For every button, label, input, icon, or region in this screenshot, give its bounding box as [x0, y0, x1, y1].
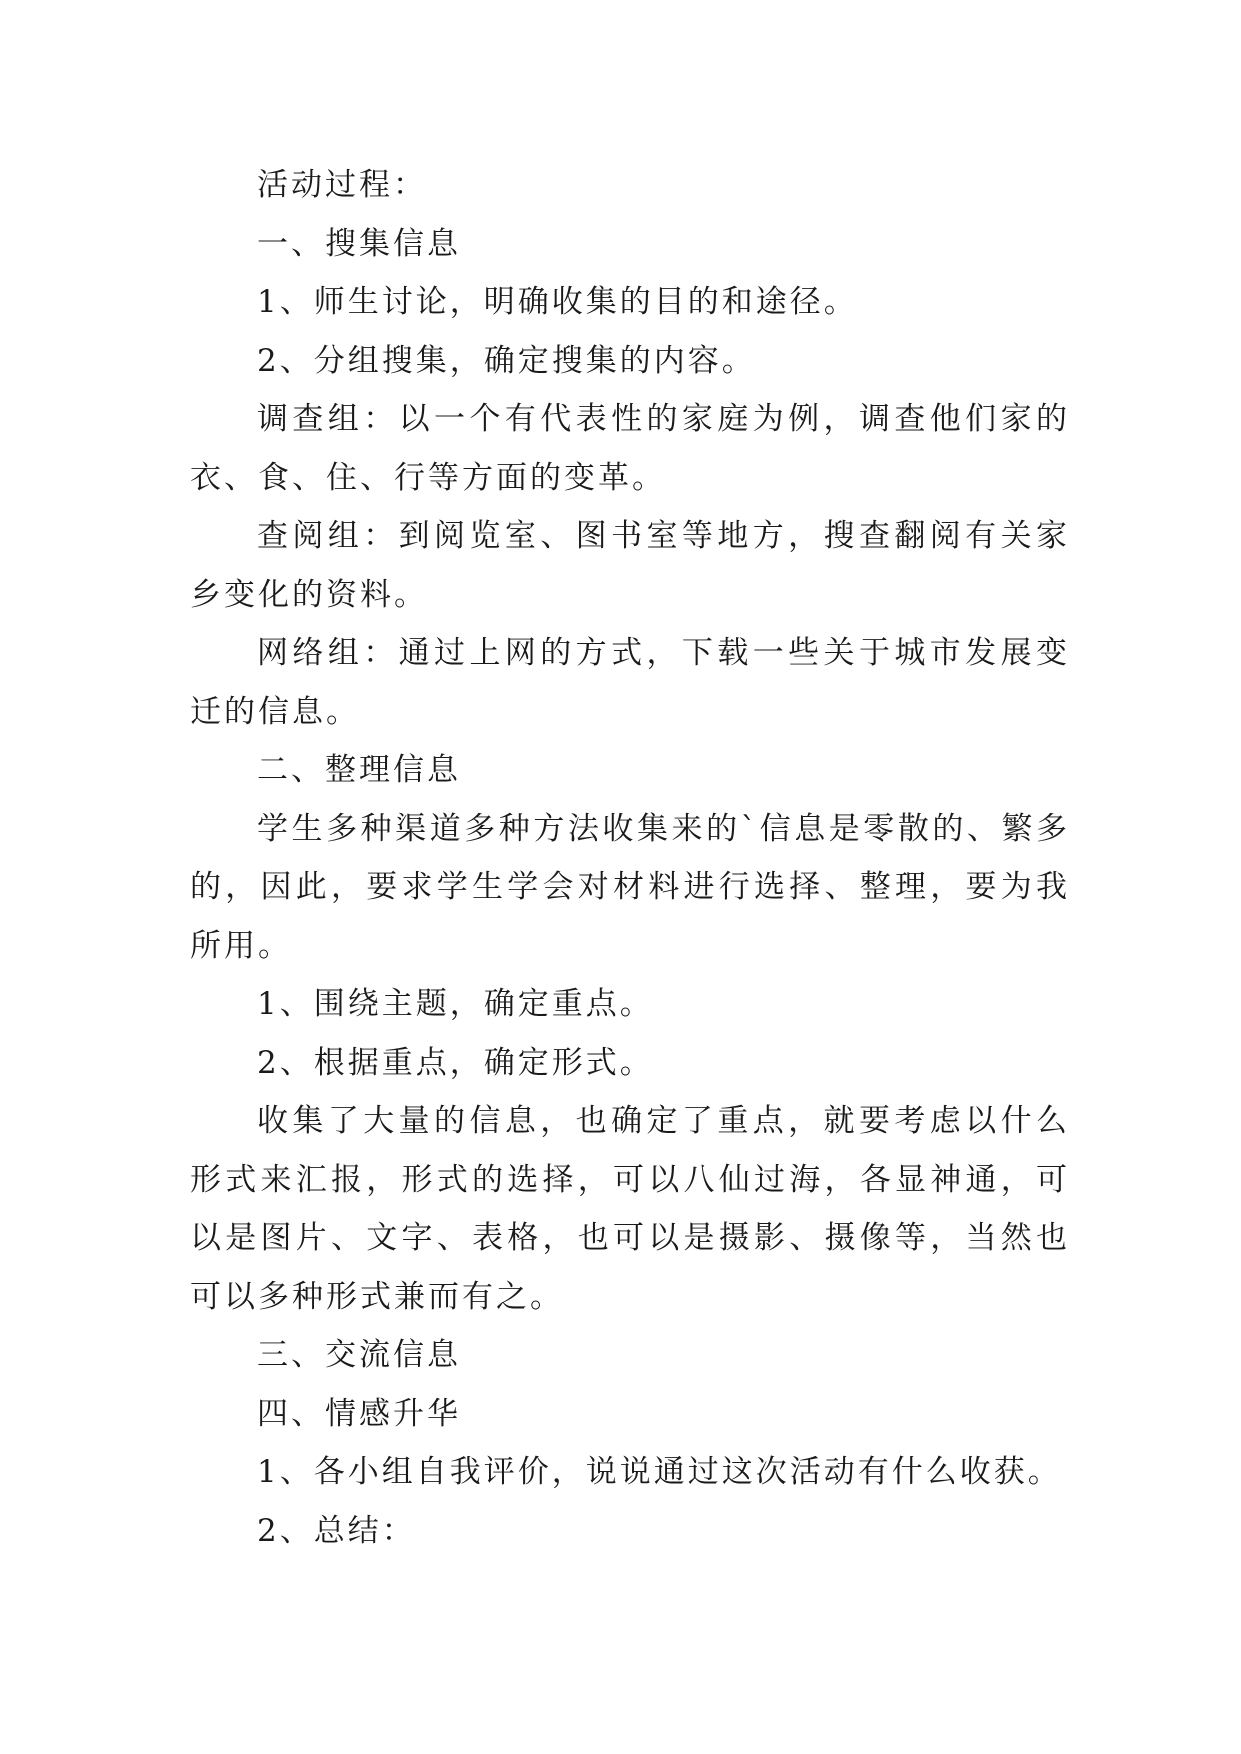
- document-body: [190, 156, 1070, 1560]
- paragraph-form-detail: 收集了大量的信息，也确定了重点，就要考虑以什么形式来汇报，形式的选择，可以八仙过海，各显神通，可以是图片、文字、表格，也可以是摄影、摄像等，当然也可以多种形式兼而有之。: [190, 1103, 1070, 1315]
- heading-emotion: 四、情感升华: [257, 1395, 461, 1432]
- paragraph-activity-process: 活动过程：: [257, 167, 427, 203]
- heading-exchange-info: 三、交流信息: [257, 1337, 461, 1373]
- heading-collect-info: 一、搜集信息: [257, 225, 461, 262]
- paragraph-step-group: 2、分组搜集，确定搜集的内容。: [257, 342, 756, 379]
- paragraph-survey-group: 调查组：以一个有代表性的家庭为例，调查他们家的衣、食、住、行等方面的变革。: [190, 401, 1070, 496]
- paragraph-step-form: 2、根据重点，确定形式。: [257, 1044, 654, 1081]
- paragraph-organize-intro: 学生多种渠道多种方法收集来的`信息是零散的、繁多的，因此，要求学生学会对材料进行选择、整理，要为我所用。: [190, 810, 1070, 964]
- paragraph-research-group: 查阅组：到阅览室、图书室等地方，搜查翻阅有关家乡变化的资料。: [190, 518, 1070, 613]
- paragraph-step-discuss: 1、师生讨论，明确收集的目的和途径。: [257, 284, 858, 320]
- paragraph-step-focus: 1、围绕主题，确定重点。: [257, 986, 654, 1022]
- paragraph-step-summary: 2、总结：: [257, 1512, 416, 1549]
- paragraph-network-group: 网络组：通过上网的方式，下载一些关于城市发展变迁的信息。: [190, 635, 1070, 730]
- paragraph-step-evaluate: 1、各小组自我评价，说说通过这次活动有什么收获。: [257, 1454, 1062, 1490]
- heading-organize-info: 二、整理信息: [257, 752, 461, 788]
